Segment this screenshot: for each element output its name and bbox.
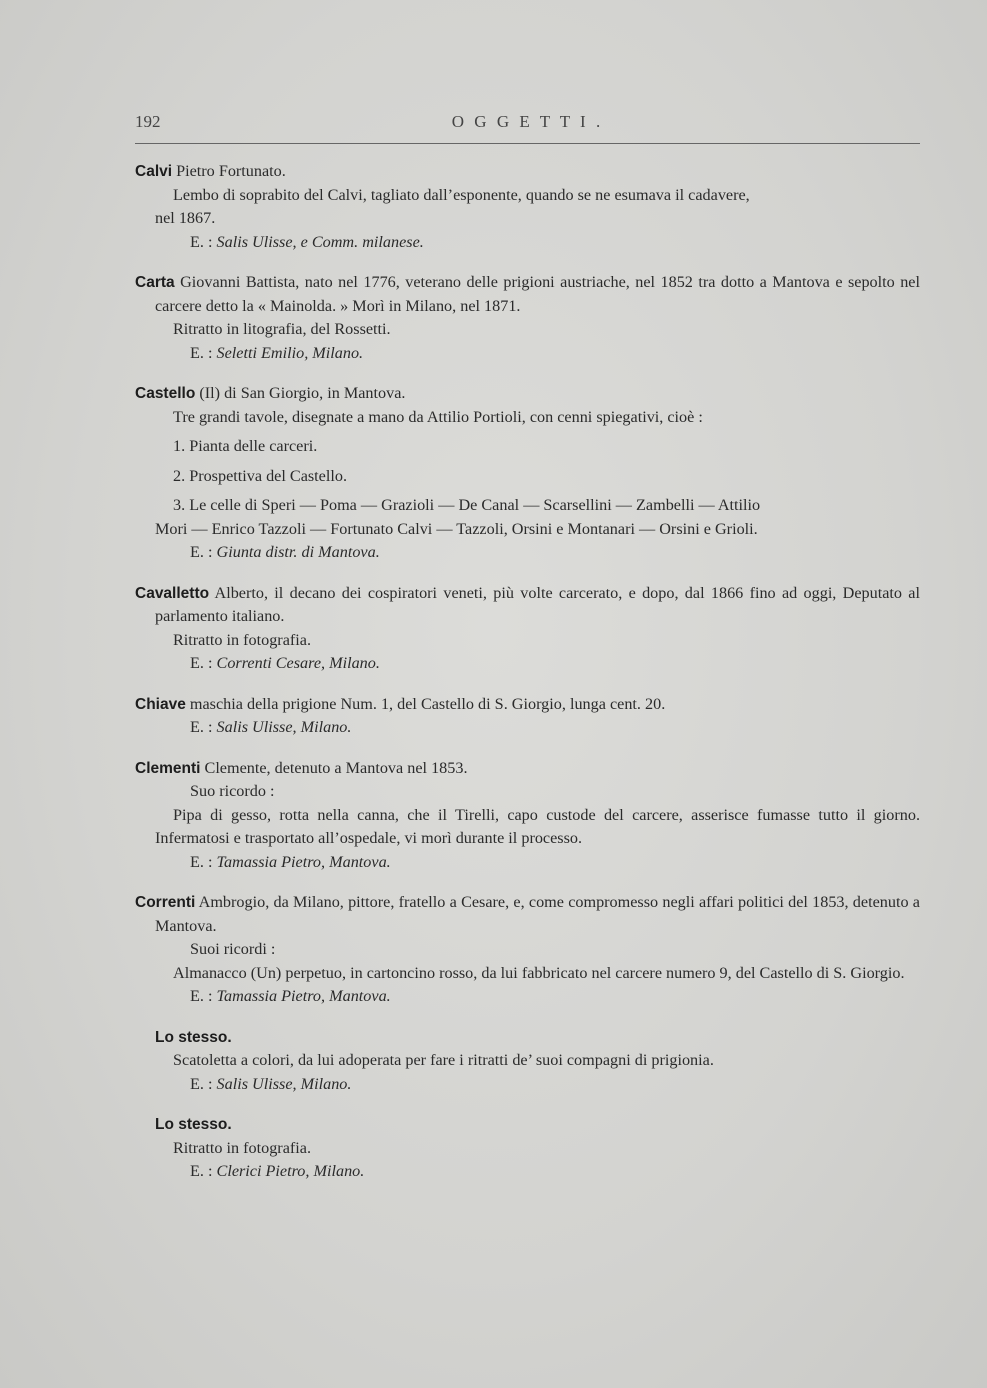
entry-carta — [135, 271, 920, 365]
entry-heading: Castello (Il) di San Giorgio, in Mantova. — [135, 384, 406, 402]
running-title: O G G E T T I . — [451, 112, 604, 131]
entry-name: Lo stesso. — [155, 1028, 232, 1046]
list-item: 2. Prospettiva del Castello. — [173, 466, 347, 485]
entry-name: Castello — [135, 385, 196, 402]
list-item: 3. Le celle di Speri — Poma — Grazioli — De Canal — Scarsellini — Zambelli — Attilio — [173, 496, 761, 514]
entry-name: Clementi — [135, 759, 201, 777]
exhibitor: E. : Giunta distr. di Mantova. — [190, 543, 380, 561]
entry-heading: Cavalletto Alberto, il decano dei cospiratori veneti, più volte carcerato, e dopo, dal 1866 fino ad oggi, Deputato al parlamento italiano. — [135, 583, 920, 625]
entry-heading: Clementi Clemente, detenuto a Mantova nel 1853. — [135, 758, 468, 777]
entry-heading: Chiave maschia della prigione Num. 1, del Castello di S. Giorgio, lunga cent. 20. — [135, 694, 666, 713]
entry-name: Lo stesso. — [155, 1116, 232, 1133]
page-header — [135, 112, 920, 138]
exhibitor: E. : Tamassia Pietro, Mantova. — [190, 987, 391, 1005]
entry-name: Chiave — [135, 695, 186, 713]
entry-lo-stesso-1 — [135, 1026, 920, 1097]
list-item-cont: Mori — Enrico Tazzoli — Fortunato Calvi — Tazzoli, Orsini e Montanari — Orsini e Grioli. — [155, 519, 758, 538]
entry-heading — [135, 1026, 920, 1050]
entry-desc: Pipa di gesso, rotta nella canna, che il Tirelli, capo custode del carcere, asserisce fumasse tutto il giorno. Infermatosi e trasportato all’ospedale, vi morì durante il processo. — [155, 805, 920, 847]
entry-desc: Ritratto in litografia, del Rossetti. — [173, 320, 391, 338]
entry-castello — [135, 382, 920, 565]
entry-name: Calvi — [135, 163, 173, 180]
entry-desc: nel 1867. — [155, 209, 216, 227]
entry-desc: Suo ricordo : — [190, 782, 275, 800]
entry-desc: Ritratto in fotografia. — [173, 630, 312, 649]
list-item: 1. Pianta delle carceri. — [173, 437, 318, 455]
page-number: 192 — [135, 112, 161, 131]
header-rule — [135, 143, 920, 144]
entry-name: Cavalletto — [135, 584, 210, 602]
entry-cavalletto — [135, 582, 920, 676]
entry-desc: Lembo di soprabito del Calvi, tagliato dall’esponente, quando se ne esumava il cadavere, — [173, 185, 750, 204]
entry-clementi — [135, 757, 920, 875]
entry-correnti — [135, 891, 920, 1009]
exhibitor: E. : Salis Ulisse, e Comm. milanese. — [190, 232, 424, 251]
entry-heading — [135, 1113, 920, 1137]
entry-desc: Ritratto in fotografia. — [173, 1138, 312, 1157]
entry-heading: Calvi Pietro Fortunato. — [135, 162, 286, 180]
entry-desc: Suoi ricordi : — [190, 940, 276, 958]
entry-chiave — [135, 693, 920, 740]
exhibitor: E. : Tamassia Pietro, Mantova. — [190, 852, 391, 871]
page-body — [135, 160, 920, 1201]
entry-name: Correnti — [135, 894, 196, 911]
exhibitor: E. : Clerici Pietro, Milano. — [190, 1162, 365, 1180]
exhibitor: E. : Seletti Emilio, Milano. — [190, 343, 364, 362]
entry-desc: Scatoletta a colori, da lui adoperata per fare i ritratti de’ suoi compagni di prigionia. — [173, 1051, 714, 1069]
exhibitor: E. : Salis Ulisse, Milano. — [190, 718, 352, 736]
entry-desc: Almanacco (Un) perpetuo, in cartoncino rosso, da lui fabbricato nel carcere numero 9, del Castello di S. Giorgio. — [173, 963, 905, 982]
entry-heading: Carta Giovanni Battista, nato nel 1776, veterano delle prigioni austriache, nel 1852 tra dotto a Mantova e sepolto nel carcere detto la « Mainolda. » Morì in Milano, nel 1871. — [135, 273, 920, 315]
exhibitor: E. : Correnti Cesare, Milano. — [190, 654, 380, 672]
entry-desc: Tre grandi tavole, disegnate a mano da Attilio Portioli, con cenni spiegativi, cioè : — [173, 407, 703, 426]
exhibitor: E. : Salis Ulisse, Milano. — [190, 1074, 352, 1093]
entry-name: Carta — [135, 274, 175, 291]
entry-heading: Correnti Ambrogio, da Milano, pittore, fratello a Cesare, e, come compromesso negli affari politici del 1853, detenuto a Mantova. — [135, 893, 920, 935]
entry-calvi — [135, 160, 920, 254]
entry-lo-stesso-2 — [135, 1113, 920, 1184]
